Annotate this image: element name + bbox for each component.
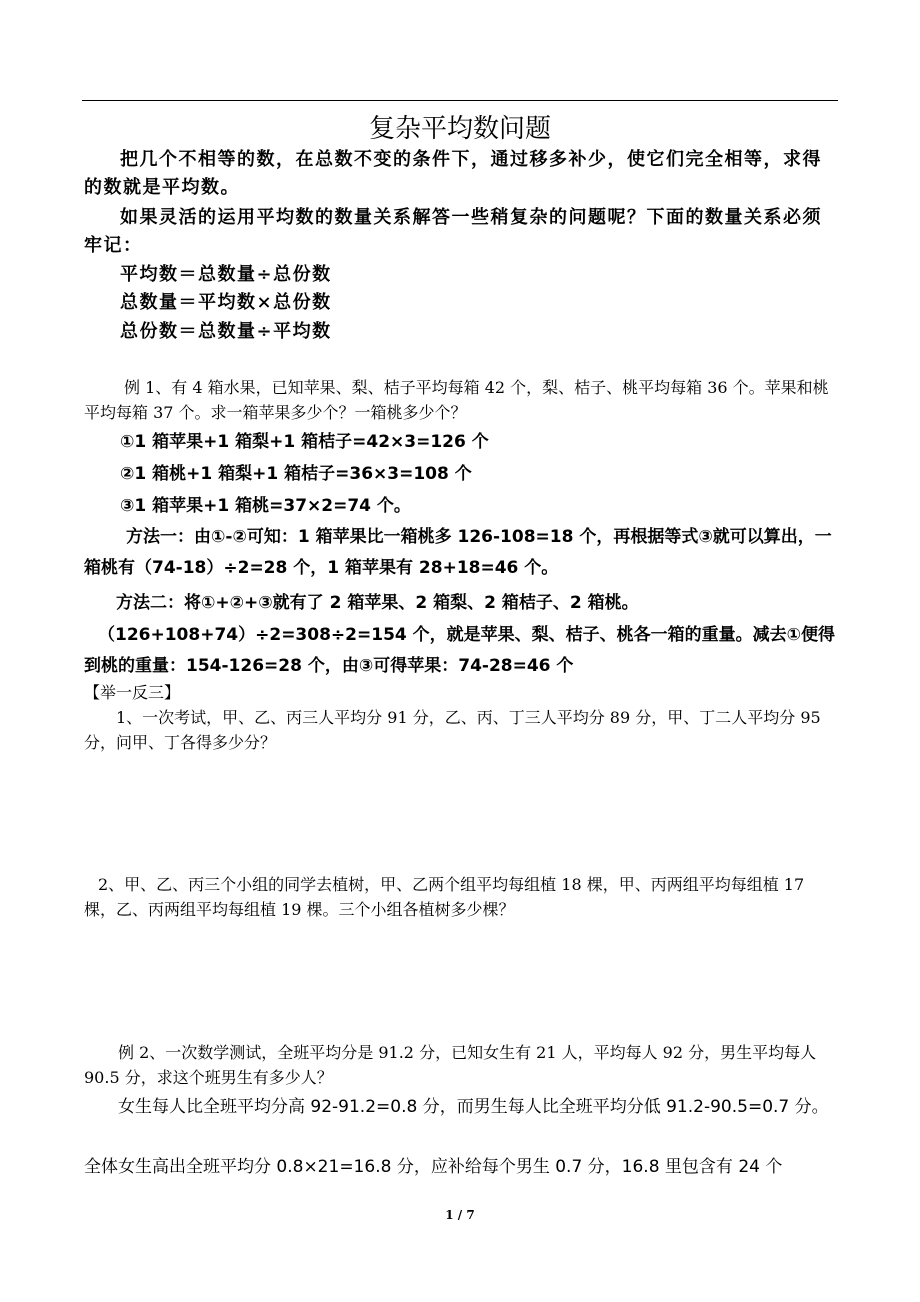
- formula-parts: 总份数＝总数量÷平均数: [120, 321, 332, 342]
- example-1-equation-2: ②1 箱桃+1 箱梨+1 箱桔子=36×3=108 个: [120, 464, 472, 484]
- practice-question-1: 1、一次考试，甲、乙、丙三人平均分 91 分，乙、丙、丁三人平均分 89 分，甲、丁二人平均分 95 分，问甲、丁各得多少分？: [84, 708, 821, 752]
- intro-paragraph-1: 把几个不相等的数，在总数不变的条件下，通过移多补少，使它们完全相等，求得的数就是平均数。: [84, 149, 822, 198]
- example-1-method-2-continued: （126+108+74）÷2=308÷2=154 个，就是苹果、梨、桔子、桃各一箱的重量。减去①便得到桃的重量：154-126=28 个，由③可得苹果：74-28=46 个: [84, 625, 836, 676]
- method-2-label: 方法二：: [116, 593, 184, 613]
- example-1-equation-1: ①1 箱苹果+1 箱梨+1 箱桔子=42×3=126 个: [120, 432, 489, 452]
- formula-average: 平均数＝总数量÷总份数: [120, 264, 332, 285]
- page-title: 复杂平均数问题: [368, 114, 551, 144]
- practice-heading: 【举一反三】: [84, 683, 181, 702]
- example-2-question: 例 2、一次数学测试，全班平均分是 91.2 分，已知女生有 21 人，平均每人 92 分，男生平均每人 90.5 分，求这个班男生有多少人？: [84, 1043, 817, 1087]
- header-rule: [82, 100, 838, 101]
- practice-question-2: 2、甲、乙、丙三个小组的同学去植树，甲、乙两个组平均每组植 18 棵，甲、丙两组平均每组植 17 棵，乙、丙两组平均每组植 19 棵。三个小组各植树多少棵？: [84, 875, 805, 919]
- formula-total: 总数量＝平均数×总份数: [120, 292, 332, 313]
- intro-paragraph-2: 如果灵活的运用平均数的数量关系解答一些稍复杂的问题呢？下面的数量关系必须牢记：: [84, 207, 822, 256]
- page-number: 1 / 7: [445, 1208, 475, 1222]
- method-2-text: 将①+②+③就有了 2 箱苹果、2 箱梨、2 箱桔子、2 箱桃。: [184, 593, 639, 613]
- example-2-solution-2: 全体女生高出全班平均分 0.8×21=16.8 分，应补给每个男生 0.7 分，16.8 里包含有 24 个: [84, 1157, 783, 1177]
- example-1-equation-3: ③1 箱苹果+1 箱桃=37×2=74 个。: [120, 496, 411, 516]
- example-1-question: 例 1、有 4 箱水果，已知苹果、梨、桔子平均每箱 42 个，梨、桔子、桃平均每箱 36 个。苹果和桃平均每箱 37 个。求一箱苹果多少个？一箱桃多少个？: [84, 378, 829, 422]
- example-1-method-2: [84, 588, 868, 619]
- example-2-solution-1: 女生每人比全班平均分高 92-91.2=0.8 分，而男生每人比全班平均分低 91.2-90.5=0.7 分。: [118, 1097, 829, 1117]
- example-1-method-1: 方法一：由①-②可知：1 箱苹果比一箱桃多 126-108=18 个，再根据等式③就可以算出，一箱桃有（74-18）÷2=28 个，1 箱苹果有 28+18=46 个。: [84, 527, 832, 578]
